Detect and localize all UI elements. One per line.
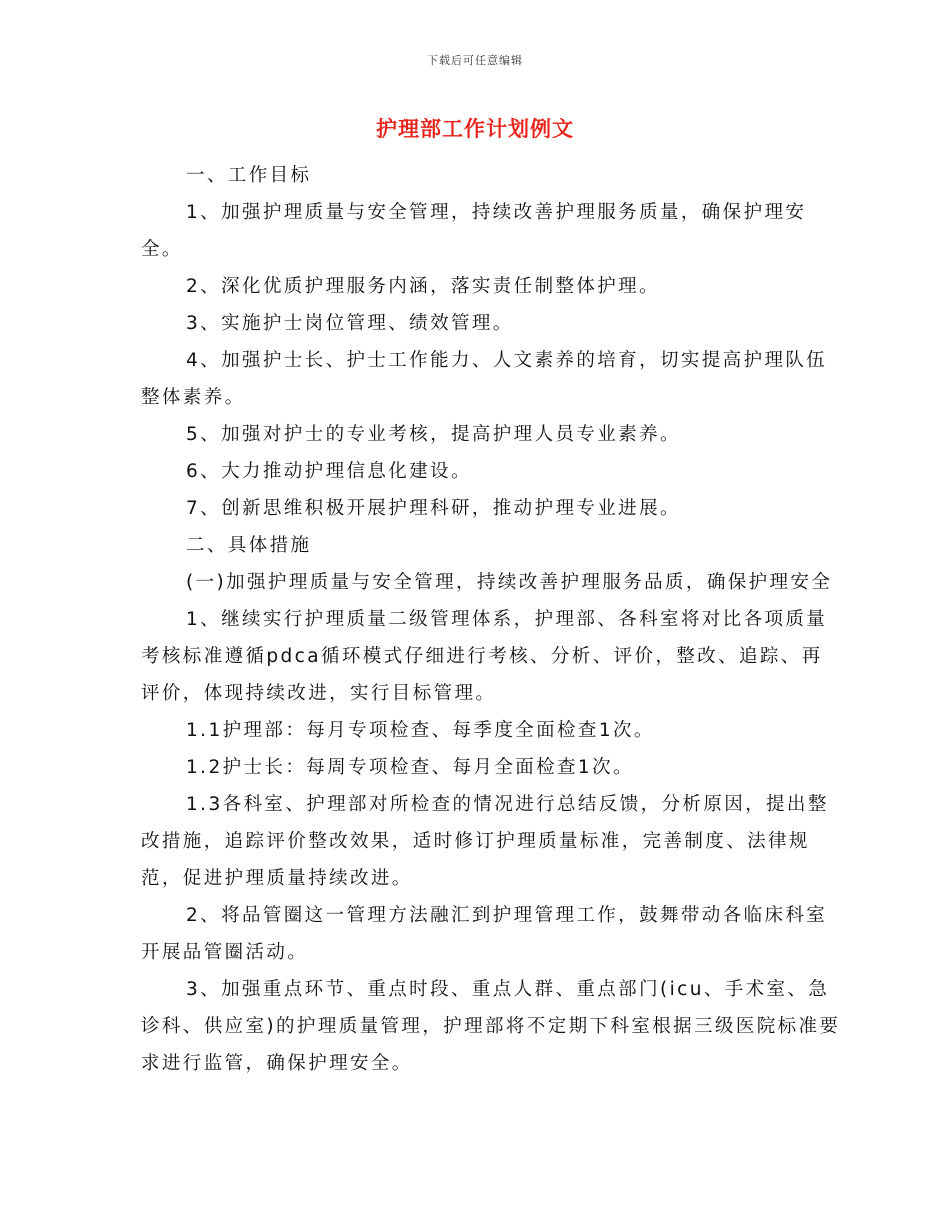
- paragraph: 3、加强重点环节、重点时段、重点人群、重点部门(icu、手术室、急诊科、供应室)的护理质量管理，护理部将不定期下科室根据三级医院标准要求进行监管，确保护理安全。: [141, 979, 841, 1074]
- paragraph: 6、大力推动护理信息化建设。: [186, 461, 472, 482]
- paragraph: 2、将品管圈这一管理方法融汇到护理管理工作，鼓舞带动各临床科室开展品管圈活动。: [141, 905, 828, 963]
- paragraph: 1.1护理部：每月专项检查、每季度全面检查1次。: [186, 720, 655, 741]
- paragraph: 1.3各科室、护理部对所检查的情况进行总结反馈，分析原因，提出整改措施，追踪评价整改效果，适时修订护理质量标准，完善制度、法律规范，促进护理质量持续改进。: [141, 794, 829, 889]
- document-title: 护理部工作计划例文: [376, 117, 574, 141]
- paragraph: 4、加强护士长、护士工作能力、人文素养的培育，切实提高护理队伍整体素养。: [141, 350, 828, 408]
- paragraph: 1、继续实行护理质量二级管理体系，护理部、各科室将对比各项质量考核标准遵循pdca循环模式仔细进行考核、分析、评价，整改、追踪、再评价，体现持续改进，实行目标管理。: [141, 609, 828, 704]
- paragraph: 7、创新思维积极开展护理科研，推动护理专业进展。: [186, 498, 681, 519]
- document-body: [141, 157, 841, 1082]
- header-note: 下载后可任意编辑: [427, 54, 523, 67]
- paragraph: 3、实施护士岗位管理、绩效管理。: [186, 313, 514, 334]
- section-heading: 二、具体措施: [186, 535, 312, 556]
- paragraph: 2、深化优质护理服务内涵，落实责任制整体护理。: [186, 276, 660, 297]
- paragraph: 5、加强对护士的专业考核，提高护理人员专业素养。: [186, 424, 681, 445]
- paragraph: 1、加强护理质量与安全管理，持续改善护理服务质量，确保护理安全。: [141, 202, 807, 260]
- subsection-heading: (一)加强护理质量与安全管理，持续改善护理服务品质，确保护理安全: [186, 572, 833, 593]
- paragraph: 1.2护士长：每周专项检查、每月全面检查1次。: [186, 757, 634, 778]
- section-heading: 一、工作目标: [186, 165, 312, 186]
